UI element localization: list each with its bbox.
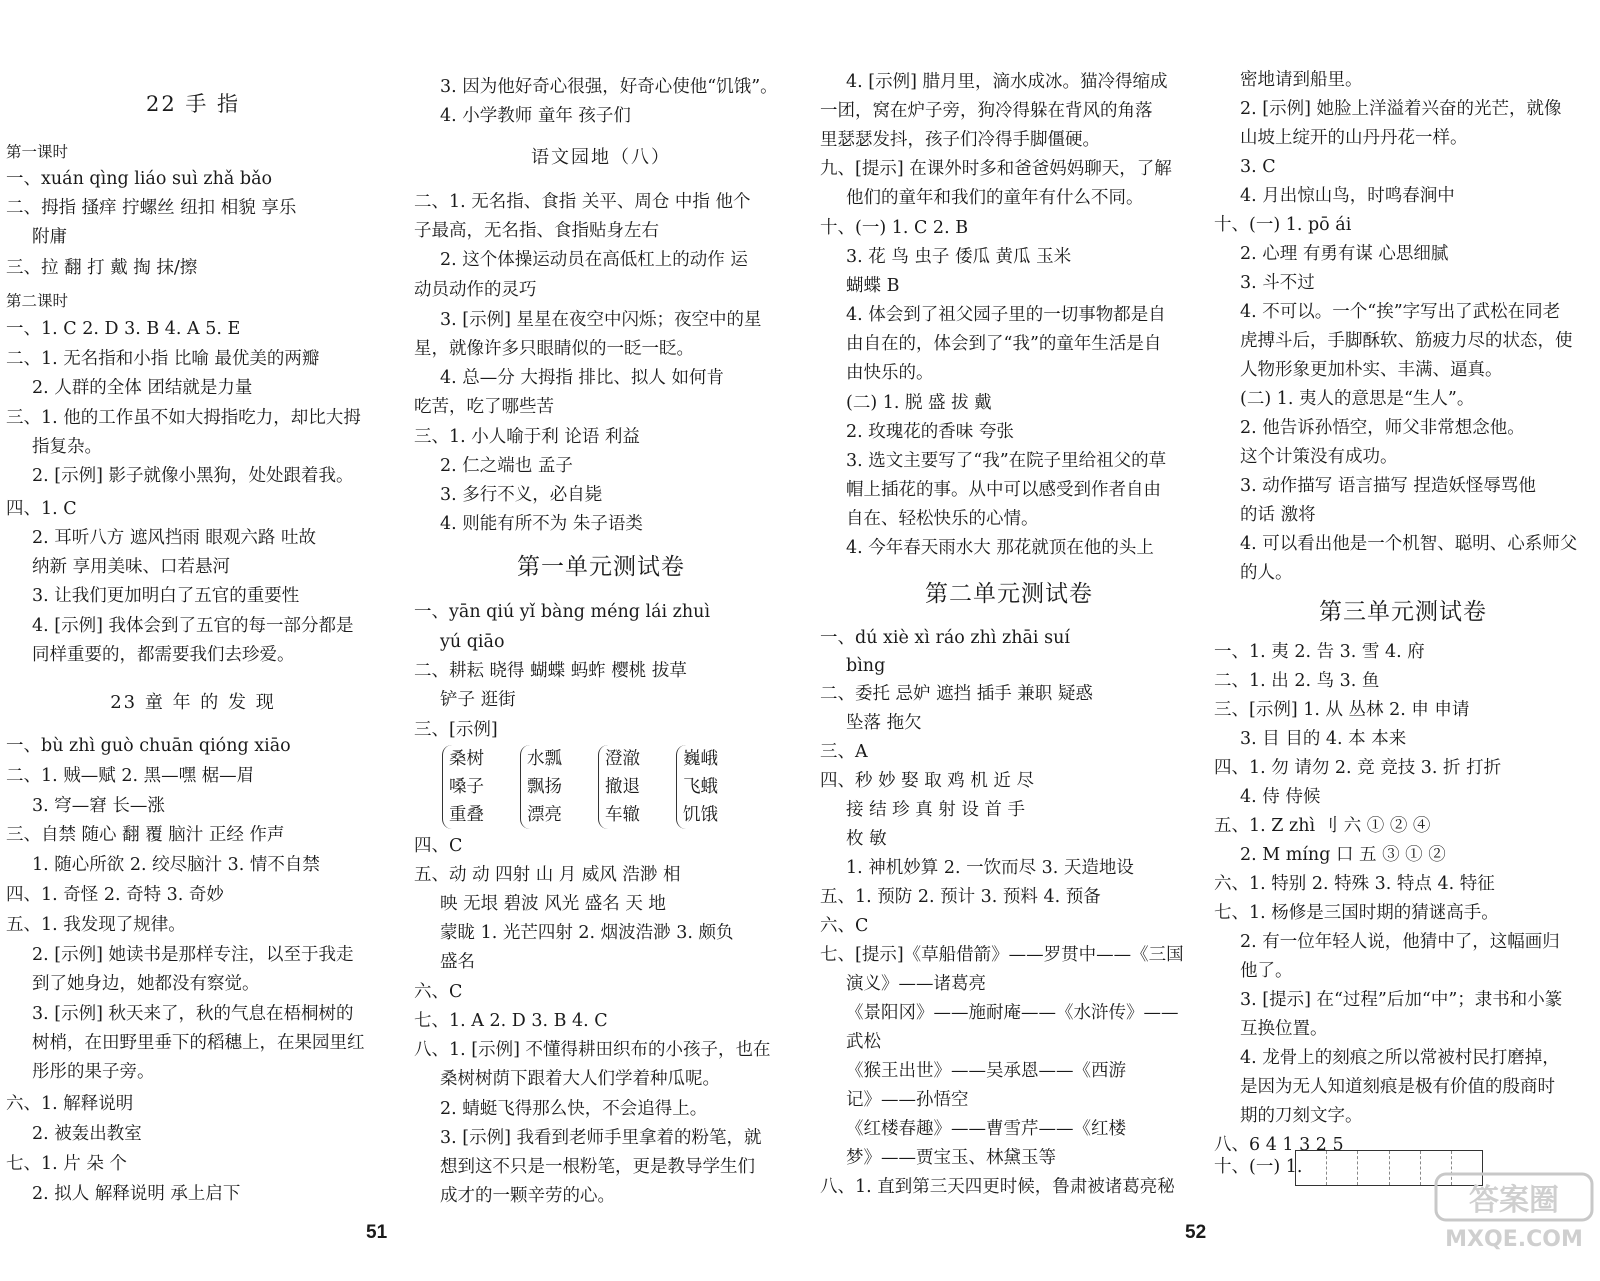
answer-line: 四、秒 妙 娶 取 鸡 机 近 尽 — [820, 771, 1034, 791]
answer-line: 4. 小学教师 童年 孩子们 — [440, 106, 631, 126]
answer-line: 三、1. 小人喻于利 论语 利益 — [414, 427, 640, 447]
answer-line: 2. 被轰出教室 — [32, 1124, 142, 1144]
answer-line: 第二课时 — [6, 292, 69, 310]
answer-line: 树梢，在田野里垂下的稻穗上，在果园里红 — [32, 1033, 365, 1053]
answer-line: 十、(一) 1. pō ái — [1214, 215, 1352, 235]
answer-line: 三、1. 他的工作虽不如大拇指吃力，却比大拇 — [6, 408, 361, 428]
answer-line: 4. 则能有所不为 朱子语类 — [440, 514, 643, 534]
answer-line: 四、1. 奇怪 2. 奇特 3. 奇妙 — [6, 885, 224, 905]
answer-line: 3. 让我们更加明白了五官的重要性 — [32, 586, 300, 606]
answer-line: 的人。 — [1240, 563, 1293, 583]
answer-line: 纳新 享用美味、口若悬河 — [32, 557, 231, 577]
group-word: 水瓢 — [527, 749, 562, 769]
answer-line: 由自在的，体会到了“我”的童年生活是自 — [846, 334, 1162, 354]
answer-line: 枚 敏 — [846, 829, 887, 849]
answer-line: 一、xuán qìng liáo suì zhǎ bǎo — [6, 169, 273, 189]
answer-line: 第一课时 — [6, 143, 69, 161]
answer-line: 二、耕耘 晓得 蝴蝶 蚂蚱 樱桃 拔草 — [414, 661, 687, 681]
answer-line: 2. [示例] 她读书是那样专注，以至于我走 — [32, 945, 354, 965]
watermark-bottom: MXQE.COM — [1445, 1227, 1583, 1252]
answer-line: 2. 仁之端也 孟子 — [440, 456, 573, 476]
answer-line: 四、C — [414, 836, 463, 856]
answer-line: 3. [提示] 在“过程”后加“中”；隶书和小篆 — [1240, 990, 1563, 1010]
answer-line: 一、bù zhì guò chuān qióng xiāo — [6, 736, 291, 756]
answer-line: 虎搏斗后，手脚酥软、筋疲力尽的状态，使 — [1240, 331, 1573, 351]
answer-line: 3. 多行不义，必自毙 — [440, 485, 603, 505]
answer-line: 4. 总—分 大拇指 排比、拟人 如何肯 — [440, 368, 724, 388]
character-group — [598, 745, 679, 829]
answer-line: 4. 可以看出他是一个机智、聪明、心系师父 — [1240, 534, 1578, 554]
answer-line: 记》——孙悟空 — [846, 1090, 969, 1110]
answer-line: 2. 人群的全体 团结就是力量 — [32, 378, 253, 398]
answer-line: 五、动 动 四射 山 月 威风 浩渺 相 — [414, 865, 681, 885]
answer-line: 帽上插花的事。从中可以感受到作者自由 — [846, 480, 1161, 500]
group-word: 漂亮 — [527, 805, 562, 825]
answer-line: 语文园地（八） — [531, 147, 671, 168]
group-word: 饥饿 — [683, 805, 718, 825]
answer-line: 4. 月出惊山鸟，时鸣春涧中 — [1240, 186, 1455, 206]
answer-line: 八、1. [示例] 不懂得耕田织布的小孩子，也在 — [414, 1040, 771, 1060]
answer-line: 3. [示例] 星星在夜空中闪烁；夜空中的星 — [440, 310, 762, 330]
answer-line: 七、1. A 2. D 3. B 4. C — [414, 1011, 608, 1031]
answer-line: 4. 侍 侍候 — [1240, 787, 1321, 807]
answer-line: 三、A — [820, 742, 868, 762]
answer-line: 4. 今年春天雨水大 那花就顶在他的头上 — [846, 538, 1154, 558]
answer-line: 一、dú xiè xì ráo zhì zhāi suí — [820, 628, 1070, 648]
answer-line: 一、1. 夷 2. 告 3. 雪 4. 府 — [1214, 642, 1425, 662]
watermark-top: 答案圈 — [1469, 1183, 1559, 1218]
answer-line: 三、拉 翻 打 戴 掏 抹/擦 — [6, 258, 198, 278]
answer-line: 四、1. 勿 请勿 2. 竞 竞技 3. 折 打折 — [1214, 758, 1502, 778]
answer-line: 子最高，无名指、食指贴身左右 — [414, 221, 659, 241]
answer-line: 三、[示例] — [414, 720, 498, 740]
answer-line: 2. 耳听八方 遮风挡雨 眼观六路 吐故 — [32, 528, 316, 548]
group-word: 桑树 — [449, 749, 484, 769]
answer-line: 的话 激将 — [1240, 505, 1316, 525]
answer-line: 彤彤的果子旁。 — [32, 1062, 155, 1082]
answer-line: 一、1. C 2. D 3. B 4. A 5. E — [6, 319, 241, 339]
character-group — [520, 745, 601, 829]
character-group-table — [442, 745, 752, 829]
answer-line: 4. 不可以。一个“挨”字写出了武松在同老 — [1240, 302, 1561, 322]
answer-line: 2. 拟人 解释说明 承上启下 — [32, 1184, 241, 1204]
answer-line: 3. 斗不过 — [1240, 273, 1315, 293]
answer-line: 八、6 4 1 3 2 5 — [1214, 1135, 1344, 1155]
answer-line: 同样重要的，都需要我们去珍爱。 — [32, 645, 295, 665]
answer-line: 这个计策没有成功。 — [1240, 447, 1398, 467]
answer-line: 2. 他告诉孙悟空，师父非常想念他。 — [1240, 418, 1525, 438]
answer-line: 第一单元测试卷 — [517, 554, 685, 580]
character-group — [676, 745, 757, 829]
answer-line: 《红楼春趣》——曹雪芹——《红楼 — [846, 1119, 1126, 1139]
answer-line: 映 无垠 碧波 风光 盛名 天 地 — [440, 894, 666, 914]
page-number-left: 51 — [366, 1222, 388, 1243]
answer-line: 二、1. 出 2. 鸟 3. 鱼 — [1214, 671, 1380, 691]
answer-line: 吃苦，吃了哪些苦 — [414, 397, 554, 417]
group-word: 撤退 — [605, 777, 640, 797]
answer-line: 3. [示例] 我看到老师手里拿着的粉笔，就 — [440, 1128, 762, 1148]
answer-line: 十、(一) 1. C 2. B — [820, 218, 969, 238]
answer-line: 五、1. Z zhì 刂 六 ① ② ④ — [1214, 816, 1431, 836]
answer-line: 2. M míng 口 五 ③ ① ② — [1240, 845, 1446, 865]
answer-line: 1. 随心所欲 2. 绞尽脑汁 3. 情不自禁 — [32, 855, 320, 875]
answer-line: 九、[提示] 在课外时多和爸爸妈妈聊天，了解 — [820, 159, 1172, 179]
answer-line: 到了她身边，她都没有察觉。 — [32, 974, 260, 994]
answer-line: 二、1. 无名指、食指 关平、周仓 中指 他个 — [414, 192, 751, 212]
answer-line: 五、1. 我发现了规律。 — [6, 915, 186, 935]
answer-line: 七、1. 片 朵 个 — [6, 1154, 127, 1174]
answer-line: 星，就像许多只眼睛似的一眨一眨。 — [414, 339, 694, 359]
answer-line: 蒙眬 1. 光芒四射 2. 烟波浩渺 3. 颇负 — [440, 923, 734, 943]
answer-line: 铲子 逛街 — [440, 690, 516, 710]
answer-line: 4. [示例] 我体会到了五官的每一部分都是 — [32, 616, 354, 636]
answer-line: 成才的一颗辛劳的心。 — [440, 1186, 615, 1206]
answer-line: 蝴蝶 B — [846, 276, 900, 296]
answer-line: 1. 神机妙算 2. 一饮而尽 3. 天造地设 — [846, 858, 1134, 878]
answer-line: 3. 选文主要写了“我”在院子里给祖父的草 — [846, 451, 1167, 471]
answer-line: 六、C — [820, 916, 869, 936]
answer-line: 武松 — [846, 1032, 881, 1052]
group-word: 车辙 — [605, 805, 640, 825]
answer-line: 4. 龙骨上的刻痕之所以常被村民打磨掉， — [1240, 1048, 1560, 1068]
answer-line: 山坡上绽开的山丹丹花一样。 — [1240, 128, 1468, 148]
answer-line: 演义》——诸葛亮 — [846, 974, 986, 994]
answer-line: 六、C — [414, 982, 463, 1002]
answer-line: 3. 动作描写 语言描写 捏造妖怪辱骂他 — [1240, 476, 1536, 496]
answer-line: bìng — [846, 656, 886, 676]
column-1 — [6, 0, 380, 1281]
column-3 — [820, 0, 1198, 1281]
answer-line: 自在、轻松快乐的心情。 — [846, 509, 1039, 529]
answer-line: 第二单元测试卷 — [925, 581, 1093, 607]
answer-line: yú qiāo — [440, 632, 505, 652]
answer-line: 想到这不只是一根粉笔，更是教导学生们 — [440, 1157, 755, 1177]
answer-line: 3. 花 鸟 虫子 倭瓜 黄瓜 玉米 — [846, 247, 1072, 267]
answer-line: 十、(一) 1. — [1214, 1157, 1303, 1177]
answer-line: 2. 心理 有勇有谋 心思细腻 — [1240, 244, 1449, 264]
answer-line: 他们的童年和我们的童年有什么不同。 — [846, 188, 1144, 208]
answer-line: 3. [示例] 秋天来了，秋的气息在梧桐树的 — [32, 1004, 354, 1024]
answer-line: 坠落 拖欠 — [846, 713, 922, 733]
answer-line: 人物形象更加朴实、丰满、逼真。 — [1240, 360, 1503, 380]
answer-line: 23 童 年 的 发 现 — [110, 692, 276, 713]
group-word: 澄澈 — [605, 749, 640, 769]
answer-line: 2. 这个体操运动员在高低杠上的动作 运 — [440, 250, 748, 270]
watermark-logo — [1432, 1168, 1598, 1252]
answer-line: 二、拇指 搔痒 拧螺丝 纽扣 相貌 享乐 — [6, 198, 297, 218]
answer-line: 《猴王出世》——吴承恩——《西游 — [846, 1061, 1126, 1081]
answer-line: 三、[示例] 1. 从 丛林 2. 申 申请 — [1214, 700, 1470, 720]
answer-line: 八、1. 直到第三天四更时候，鲁肃被诸葛亮秘 — [820, 1177, 1175, 1197]
group-word: 飘扬 — [527, 777, 562, 797]
answer-line: 22 手 指 — [145, 92, 241, 116]
answer-line: 3. 穹—窘 长—涨 — [32, 796, 165, 816]
answer-line: 2. 蜻蜓飞得那么快，不会追得上。 — [440, 1099, 708, 1119]
answer-line: 指复杂。 — [32, 437, 102, 457]
answer-line: 是因为无人知道刻痕是极有价值的殷商时 — [1240, 1077, 1555, 1097]
answer-line: 4. 体会到了祖父园子里的一切事物都是自 — [846, 305, 1166, 325]
answer-line: (二) 1. 脱 盛 拔 戴 — [846, 393, 992, 413]
answer-line: 2. 玫瑰花的香味 夸张 — [846, 422, 1014, 442]
answer-line: 二、1. 无名指和小指 比喻 最优美的两瓣 — [6, 349, 320, 369]
answer-line: 期的刀刻文字。 — [1240, 1106, 1363, 1126]
answer-line: 七、[提示]《草船借箭》——罗贯中——《三国 — [820, 945, 1184, 965]
group-word: 飞蛾 — [683, 777, 718, 797]
answer-line: 六、1. 解释说明 — [6, 1094, 134, 1114]
answer-line: 2. 有一位年轻人说，他猜中了，这幅画归 — [1240, 932, 1560, 952]
answer-line: 一团，窝在炉子旁，狗冷得躲在背风的角落 — [820, 101, 1153, 121]
answer-line: 一、yān qiú yǐ bàng méng lái zhuì — [414, 602, 711, 622]
answer-line: 接 结 珍 真 射 设 首 手 — [846, 800, 1025, 820]
page-number-right: 52 — [1185, 1222, 1207, 1243]
answer-line: 二、委托 忌妒 遮挡 插手 兼职 疑惑 — [820, 684, 1093, 704]
group-word: 巍峨 — [683, 749, 718, 769]
column-2 — [414, 0, 788, 1281]
answer-line: 密地请到船里。 — [1240, 70, 1363, 90]
answer-line: 二、1. 贼—赋 2. 黑—嘿 椐—眉 — [6, 766, 255, 786]
answer-line: 六、1. 特别 2. 特殊 3. 特点 4. 特征 — [1214, 874, 1495, 894]
answer-line: 里瑟瑟发抖，孩子们冷得手脚僵硬。 — [820, 130, 1100, 150]
character-group — [442, 745, 523, 829]
answer-line: 动员动作的灵巧 — [414, 280, 537, 300]
answer-line: 《景阳冈》——施耐庵——《水浒传》—— — [846, 1003, 1179, 1023]
answer-line: 3. 因为他好奇心很强，好奇心使他“饥饿”。 — [440, 77, 778, 97]
column-4 — [1214, 0, 1592, 1281]
answer-line: 互换位置。 — [1240, 1019, 1328, 1039]
group-word: 嗓子 — [449, 777, 484, 797]
answer-line: 他了。 — [1240, 961, 1293, 981]
group-word: 重叠 — [449, 805, 484, 825]
answer-line: 梦》——贾宝玉、林黛玉等 — [846, 1148, 1056, 1168]
answer-line: 由快乐的。 — [846, 363, 934, 383]
answer-line: 桑树树荫下跟着大人们学着种瓜呢。 — [440, 1069, 720, 1089]
answer-line: 附庸 — [32, 227, 67, 247]
answer-line: 2. [示例] 影子就像小黑狗，处处跟着我。 — [32, 466, 354, 486]
answer-line: 2. [示例] 她脸上洋溢着兴奋的光芒，就像 — [1240, 99, 1562, 119]
answer-line: 盛名 — [440, 952, 475, 972]
answer-line: 3. C — [1240, 157, 1276, 177]
answer-line: 五、1. 预防 2. 预计 3. 预料 4. 预备 — [820, 887, 1101, 907]
answer-line: 七、1. 杨修是三国时期的猜谜高手。 — [1214, 903, 1499, 923]
answer-line: (二) 1. 夷人的意思是“生人”。 — [1240, 389, 1475, 409]
answer-line: 四、1. C — [6, 499, 77, 519]
answer-line: 第三单元测试卷 — [1319, 599, 1487, 625]
answer-line: 4. [示例] 腊月里，滴水成冰。猫冷得缩成 — [846, 72, 1168, 92]
answer-line: 三、自禁 随心 翻 覆 脑汁 正经 作声 — [6, 825, 285, 845]
answer-line: 3. 目 目的 4. 本 本来 — [1240, 729, 1407, 749]
